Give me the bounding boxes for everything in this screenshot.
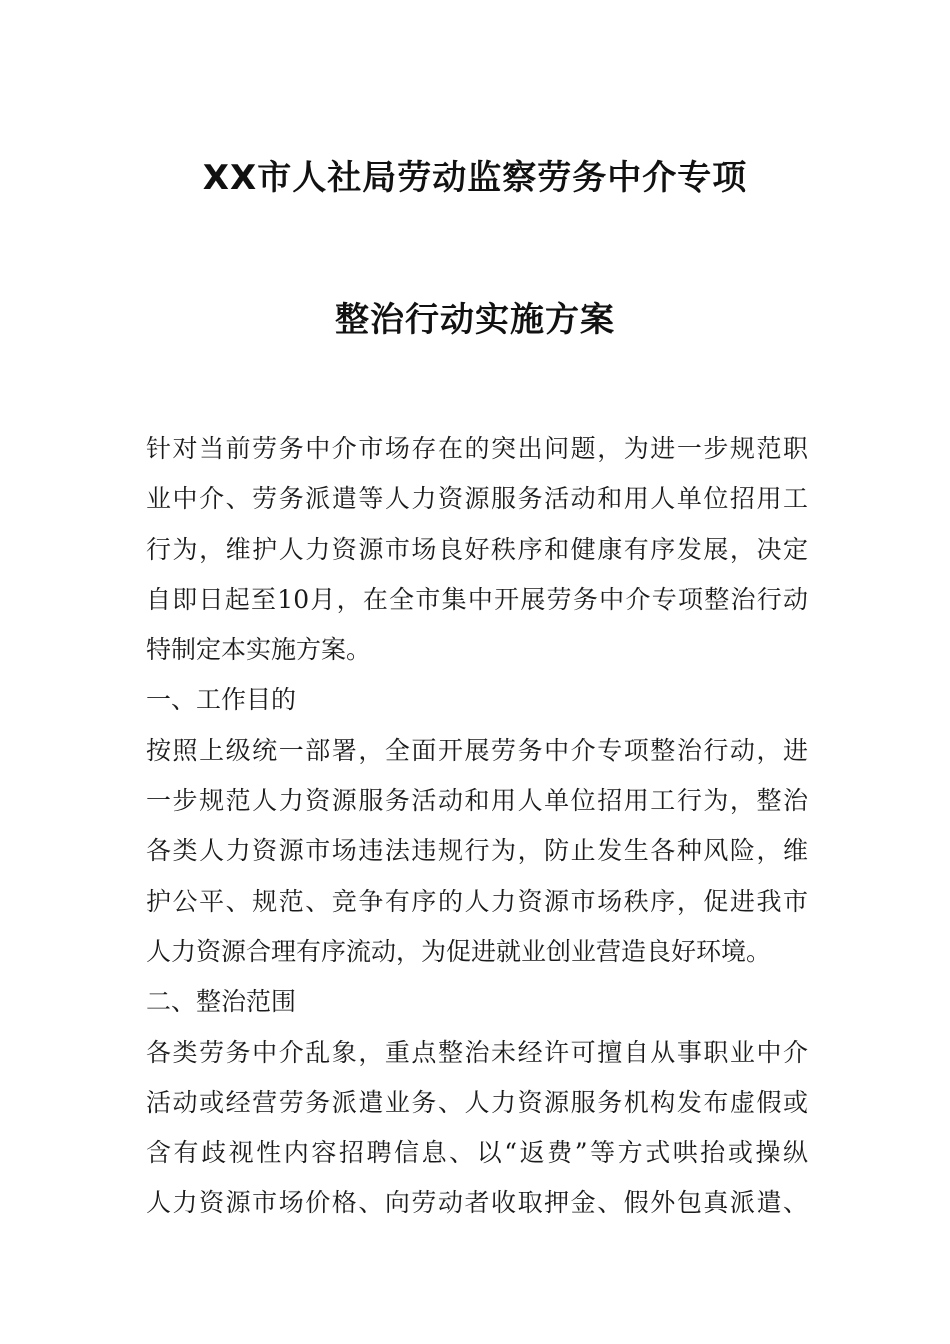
paragraph-line: 一步规范人力资源服务活动和用人单位招用工行为，整治: [146, 786, 808, 816]
paragraph-line: 人力资源合理有序流动，为促进就业创业营造良好环境。: [146, 936, 772, 966]
paragraph-line: 各类人力资源市场违法违规行为，防止发生各种风险，维: [146, 836, 808, 866]
section-heading: 一、工作目的: [146, 685, 297, 715]
paragraph-line: 按照上级统一部署，全面开展劳务中介专项整治行动，进: [146, 735, 808, 765]
paragraph-line: 业中介、劳务派遣等人力资源服务活动和用人单位招用工: [146, 484, 808, 514]
paragraph-line: 针对当前劳务中介市场存在的突出问题，为进一步规范职: [146, 434, 808, 463]
document-body: [146, 424, 808, 1229]
document-title-line-1: XX市人社局劳动监察劳务中介专项: [202, 158, 748, 198]
paragraph-line: 含有歧视性内容招聘信息、以“返费”等方式哄抬或操纵: [146, 1138, 808, 1168]
paragraph-line: 特制定本实施方案。: [146, 635, 372, 665]
paragraph-line: 自即日起至10月，在全市集中开展劳务中介专项整治行动: [146, 584, 808, 614]
paragraph-line: 各类劳务中介乱象，重点整治未经许可擅自从事职业中介: [146, 1037, 808, 1067]
paragraph-line: 活动或经营劳务派遣业务、人力资源服务机构发布虚假或: [146, 1087, 808, 1117]
paragraph-line: 行为，维护人力资源市场良好秩序和健康有序发展，决定: [146, 534, 808, 564]
paragraph-line: 人力资源市场价格、向劳动者收取押金、假外包真派遣、: [146, 1188, 808, 1218]
section-heading: 二、整治范围: [146, 987, 297, 1017]
paragraph-line: 护公平、规范、竞争有序的人力资源市场秩序，促进我市: [146, 886, 808, 916]
document-title-line-2: 整治行动实施方案: [335, 300, 615, 340]
